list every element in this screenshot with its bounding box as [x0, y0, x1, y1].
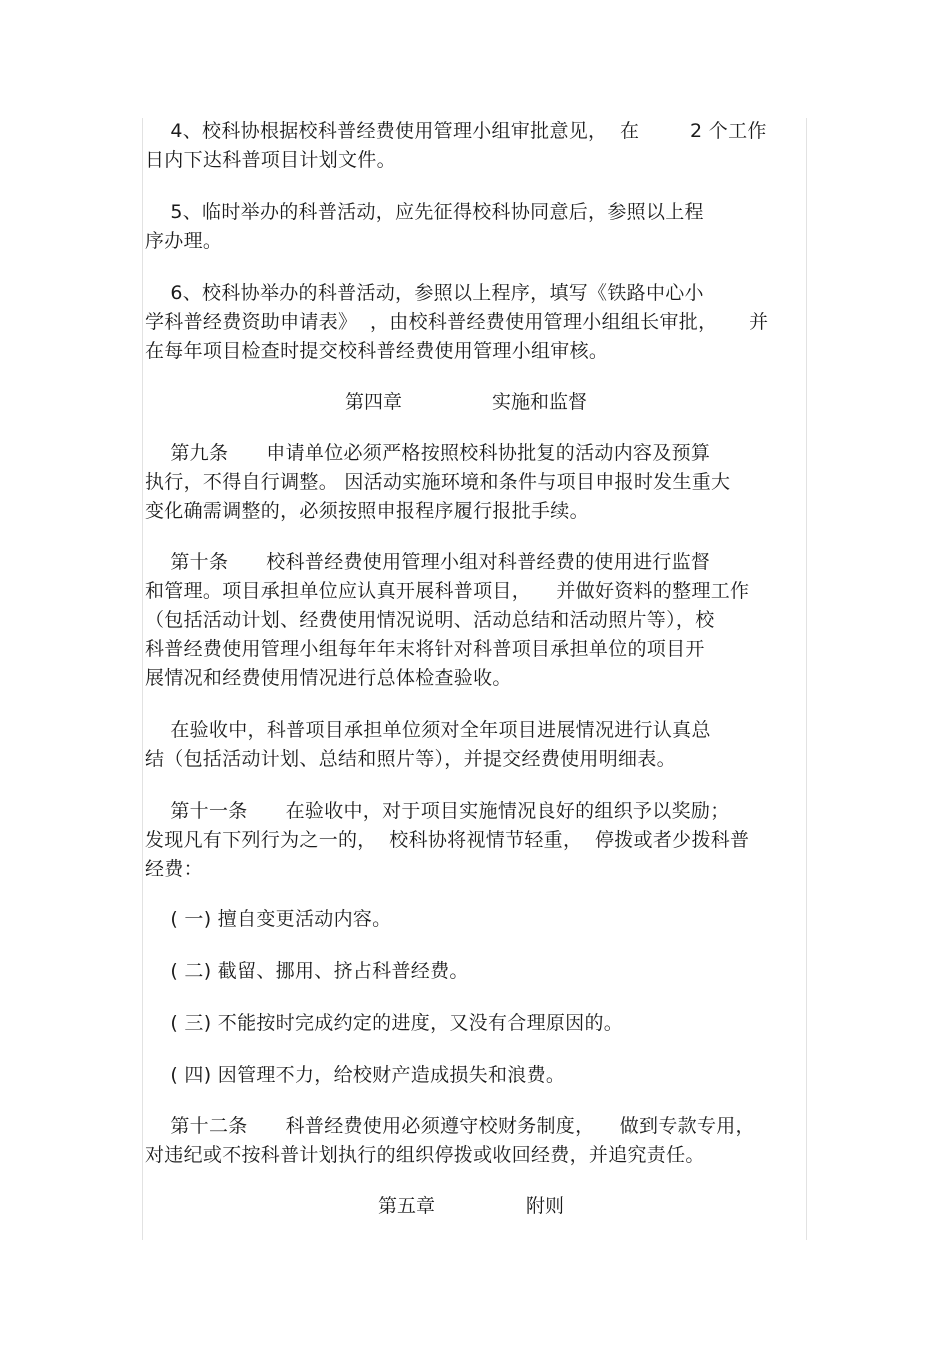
chapter-4-number: 第四章 [345, 391, 403, 413]
chapter-5-title: 附则 [526, 1195, 565, 1217]
chapter-5-number: 第五章 [378, 1195, 436, 1217]
article-9: 第九条 申请单位必须严格按照校科协批复的活动内容及预算 执行，不得自行调整。 因活动实施环境和条件与项目申报时发生重大 变化确需调整的，必须按照申报程序履行报批手续。 [145, 442, 731, 522]
paragraph-6: 6、校科协举办的科普活动，参照以上程序，填写《铁路中心小 学科普经费资助申请表》 ，由校科普经费使用管理小组组长审批， 并 在每年项目检查时提交校科普经费使用管理小组审核。 [145, 282, 769, 362]
paragraph-4: 4、校科协根据校科普经费使用管理小组审批意见， 在 2 个工作 日内下达科普项目计划文件。 [145, 120, 767, 171]
item-3: ( 三) 不能按时完成约定的进度，又没有合理原因的。 [145, 1012, 624, 1034]
item-2: ( 二) 截留、挪用、挤占科普经费。 [145, 960, 469, 982]
chapter-4-title: 实施和监督 [492, 391, 588, 413]
item-1: ( 一) 擅自变更活动内容。 [145, 908, 392, 930]
item-4: ( 四) 因管理不力，给校财产造成损失和浪费。 [145, 1064, 566, 1086]
acceptance-paragraph: 在验收中，科普项目承担单位须对全年项目进展情况进行认真总 结（包括活动计划、总结和照片等），并提交经费使用明细表。 [145, 719, 711, 770]
paragraph-5: 5、临时举办的科普活动，应先征得校科协同意后，参照以上程 序办理。 [145, 201, 704, 252]
article-12: 第十二条 科普经费使用必须遵守校财务制度， 做到专款专用， 对违纪或不按科普计划执行的组织停拨或收回经费，并追究责任。 [145, 1115, 755, 1166]
article-10: 第十条 校科普经费使用管理小组对科普经费的使用进行监督 和管理。项目承担单位应认真开展科普项目， 并做好资料的整理工作 （包括活动计划、经费使用情况说明、活动总结和活动照片等），校 科普经费使用管理小组每年年末将针对科普项目承担单位的项目开 展情况和经费使用情况进行总体检查验收。 [145, 551, 750, 689]
article-11: 第十一条 在验收中，对于项目实施情况良好的组织予以奖励； 发现凡有下列行为之一的， 校科协将视情节轻重， 停拨或者少拨科普 经费： [145, 800, 750, 880]
